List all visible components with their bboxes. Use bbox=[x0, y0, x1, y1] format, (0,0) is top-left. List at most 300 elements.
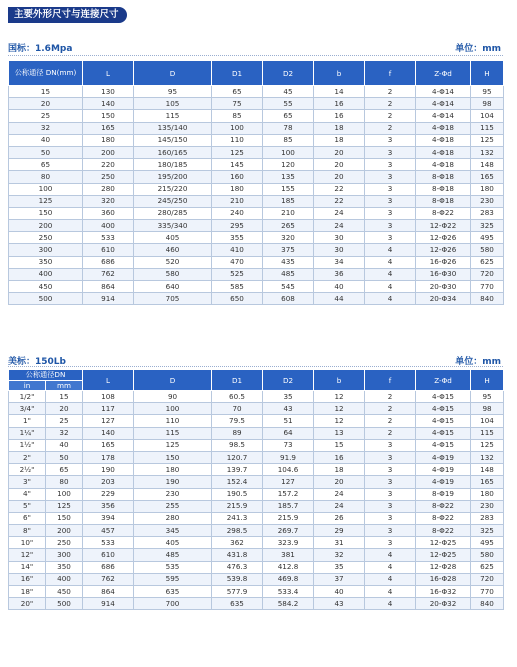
table-cell: 64 bbox=[263, 427, 314, 439]
table-cell: 37 bbox=[314, 573, 365, 585]
table-row bbox=[9, 561, 504, 573]
table-cell: 381 bbox=[263, 549, 314, 561]
table-cell: 8-Φ22 bbox=[416, 512, 471, 524]
table-cell: 4-Φ19 bbox=[416, 464, 471, 476]
col-header-d2: D2 bbox=[263, 370, 314, 391]
table-cell: 12-Φ25 bbox=[416, 549, 471, 561]
table-cell: 50 bbox=[9, 146, 83, 158]
table-cell: 90 bbox=[134, 391, 212, 403]
table-cell: 255 bbox=[134, 500, 212, 512]
table-cell: 3/4" bbox=[9, 403, 46, 415]
col-header-l: L bbox=[83, 61, 134, 86]
gb-standard-label: 国标：1.6Mpa bbox=[8, 44, 73, 54]
table-cell: 12-Φ28 bbox=[416, 561, 471, 573]
table-cell: 3 bbox=[365, 183, 416, 195]
table-cell: 140 bbox=[83, 427, 134, 439]
table-cell: 98 bbox=[471, 403, 504, 415]
table-cell: 125 bbox=[471, 134, 504, 146]
table-cell: 3 bbox=[365, 171, 416, 183]
table-cell: 485 bbox=[263, 268, 314, 280]
table-cell: 3 bbox=[365, 537, 416, 549]
table-cell: 580 bbox=[471, 549, 504, 561]
table-cell: 15 bbox=[9, 86, 83, 98]
table-cell: 469.8 bbox=[263, 573, 314, 585]
table-row bbox=[9, 110, 504, 122]
table-cell: 625 bbox=[471, 256, 504, 268]
table-cell: 65 bbox=[9, 159, 83, 171]
table-cell: 190 bbox=[83, 464, 134, 476]
table-cell: 24 bbox=[314, 220, 365, 232]
table-cell: 12 bbox=[314, 415, 365, 427]
table-cell: 95 bbox=[471, 391, 504, 403]
table-cell: 20-Φ32 bbox=[416, 598, 471, 610]
table-cell: 4-Φ19 bbox=[416, 476, 471, 488]
table-cell: 145 bbox=[212, 159, 263, 171]
table-cell: 2 bbox=[365, 403, 416, 415]
table-cell: 104 bbox=[471, 415, 504, 427]
table-row bbox=[9, 476, 504, 488]
table-cell: 770 bbox=[471, 586, 504, 598]
table-cell: 533 bbox=[83, 232, 134, 244]
table-header-row bbox=[9, 370, 504, 381]
table-row bbox=[9, 98, 504, 110]
table-cell: 2 bbox=[365, 122, 416, 134]
table-row bbox=[9, 122, 504, 134]
table-cell: 22 bbox=[314, 195, 365, 207]
table-cell: 210 bbox=[212, 195, 263, 207]
table-row bbox=[9, 427, 504, 439]
table-row bbox=[9, 256, 504, 268]
table-cell: 300 bbox=[9, 244, 83, 256]
table-cell: 325 bbox=[471, 220, 504, 232]
table-cell: 104 bbox=[471, 110, 504, 122]
table-cell: 185 bbox=[263, 195, 314, 207]
table-cell: 18 bbox=[314, 464, 365, 476]
table-cell: 12" bbox=[9, 549, 46, 561]
table-cell: 55 bbox=[263, 98, 314, 110]
table-cell: 180 bbox=[83, 134, 134, 146]
table-cell: 148 bbox=[471, 159, 504, 171]
table-cell: 8-Φ22 bbox=[416, 207, 471, 219]
table-cell: 130 bbox=[83, 86, 134, 98]
table-cell: 2½" bbox=[9, 464, 46, 476]
table-cell: 608 bbox=[263, 293, 314, 305]
table-cell: 190.5 bbox=[212, 488, 263, 500]
table-cell: 533.4 bbox=[263, 586, 314, 598]
table-row bbox=[9, 293, 504, 305]
unit-label-ansi: 单位：mm bbox=[455, 357, 501, 367]
table-cell: 20-Φ30 bbox=[416, 281, 471, 293]
table-cell: 79.5 bbox=[212, 415, 263, 427]
table-cell: 45 bbox=[263, 86, 314, 98]
table-cell: 40 bbox=[9, 134, 83, 146]
col-header-dn: 公称通径 DN(mm) bbox=[9, 61, 83, 86]
table-cell: 132 bbox=[471, 146, 504, 158]
table-cell: 280 bbox=[83, 183, 134, 195]
table-cell: 283 bbox=[471, 207, 504, 219]
table-cell: 595 bbox=[134, 573, 212, 585]
table-cell: 200 bbox=[46, 525, 83, 537]
table-cell: 4 bbox=[365, 598, 416, 610]
table-cell: 360 bbox=[83, 207, 134, 219]
table-cell: 20 bbox=[314, 476, 365, 488]
col-subheader-in: in bbox=[9, 381, 46, 391]
table-cell: 22 bbox=[314, 183, 365, 195]
table-cell: 125 bbox=[134, 439, 212, 451]
table-cell: 2 bbox=[365, 86, 416, 98]
table-cell: 178 bbox=[83, 451, 134, 463]
table-cell: 4 bbox=[365, 244, 416, 256]
table-cell: 3 bbox=[365, 476, 416, 488]
table-cell: 577.9 bbox=[212, 586, 263, 598]
table-cell: 230 bbox=[134, 488, 212, 500]
table-cell: 470 bbox=[212, 256, 263, 268]
table-cell: 8" bbox=[9, 525, 46, 537]
table-cell: 2 bbox=[365, 391, 416, 403]
table-cell: 203 bbox=[83, 476, 134, 488]
table-cell: 700 bbox=[134, 598, 212, 610]
table-cell: 635 bbox=[212, 598, 263, 610]
table-row bbox=[9, 244, 504, 256]
section-title: 主要外形尺寸与连接尺寸 bbox=[8, 7, 127, 23]
table-cell: 16-Φ26 bbox=[416, 256, 471, 268]
table-cell: 95 bbox=[134, 86, 212, 98]
table-cell: 1/2" bbox=[9, 391, 46, 403]
table-cell: 335/340 bbox=[134, 220, 212, 232]
table-cell: 160/165 bbox=[134, 146, 212, 158]
table-cell: 2 bbox=[365, 427, 416, 439]
table-row bbox=[9, 86, 504, 98]
table-cell: 355 bbox=[212, 232, 263, 244]
table-cell: 125 bbox=[9, 195, 83, 207]
table-cell: 345 bbox=[134, 525, 212, 537]
table-cell: 73 bbox=[263, 439, 314, 451]
table-cell: 120.7 bbox=[212, 451, 263, 463]
table-cell: 20 bbox=[314, 171, 365, 183]
table-cell: 410 bbox=[212, 244, 263, 256]
table-cell: 65 bbox=[46, 464, 83, 476]
table-cell: 8-Φ18 bbox=[416, 183, 471, 195]
col-header-h: H bbox=[471, 61, 504, 86]
table-cell: 35 bbox=[263, 391, 314, 403]
table-cell: 44 bbox=[314, 293, 365, 305]
table-cell: 4-Φ15 bbox=[416, 391, 471, 403]
table-cell: 545 bbox=[263, 281, 314, 293]
table-cell: 215.9 bbox=[212, 500, 263, 512]
table-cell: 3 bbox=[365, 207, 416, 219]
table-cell: 12-Φ26 bbox=[416, 244, 471, 256]
table-cell: 43 bbox=[263, 403, 314, 415]
table-cell: 125 bbox=[212, 146, 263, 158]
table-cell: 180 bbox=[212, 183, 263, 195]
table-cell: 914 bbox=[83, 598, 134, 610]
table-row bbox=[9, 464, 504, 476]
table-cell: 20 bbox=[314, 146, 365, 158]
table-cell: 650 bbox=[212, 293, 263, 305]
table-cell: 580 bbox=[134, 268, 212, 280]
table-header-row bbox=[9, 61, 504, 86]
col-header-d: D bbox=[134, 61, 212, 86]
table-cell: 20 bbox=[9, 98, 83, 110]
table-row bbox=[9, 391, 504, 403]
table-cell: 100 bbox=[263, 146, 314, 158]
table-cell: 115 bbox=[471, 122, 504, 134]
table-cell: 127 bbox=[263, 476, 314, 488]
col-header-l: L bbox=[83, 370, 134, 391]
table-cell: 400 bbox=[46, 573, 83, 585]
table-cell: 95 bbox=[471, 86, 504, 98]
unit-label-gb: 单位：mm bbox=[455, 44, 501, 54]
table-cell: 200 bbox=[9, 220, 83, 232]
table-cell: 85 bbox=[212, 110, 263, 122]
table-cell: 4-Φ19 bbox=[416, 451, 471, 463]
table-cell: 132 bbox=[471, 451, 504, 463]
table-cell: 457 bbox=[83, 525, 134, 537]
table-cell: 20" bbox=[9, 598, 46, 610]
table-cell: 580 bbox=[471, 244, 504, 256]
table-cell: 14 bbox=[314, 86, 365, 98]
table-cell: 450 bbox=[46, 586, 83, 598]
table-cell: 20 bbox=[314, 159, 365, 171]
table-cell: 250 bbox=[9, 232, 83, 244]
table-row bbox=[9, 586, 504, 598]
table-cell: 1½" bbox=[9, 439, 46, 451]
table-cell: 405 bbox=[134, 232, 212, 244]
table-cell: 3 bbox=[365, 220, 416, 232]
table-cell: 40 bbox=[314, 586, 365, 598]
table-cell: 3 bbox=[365, 146, 416, 158]
table-cell: 4 bbox=[365, 293, 416, 305]
table-row bbox=[9, 537, 504, 549]
table-cell: 3 bbox=[365, 439, 416, 451]
table-row bbox=[9, 220, 504, 232]
table-cell: 533 bbox=[83, 537, 134, 549]
table-cell: 180 bbox=[471, 183, 504, 195]
table-cell: 720 bbox=[471, 268, 504, 280]
table-cell: 215.9 bbox=[263, 512, 314, 524]
table-cell: 394 bbox=[83, 512, 134, 524]
col-header-f: f bbox=[365, 370, 416, 391]
table-cell: 3 bbox=[365, 232, 416, 244]
table-cell: 298.5 bbox=[212, 525, 263, 537]
table-cell: 241.3 bbox=[212, 512, 263, 524]
table-cell: 24 bbox=[314, 207, 365, 219]
table-cell: 4-Φ18 bbox=[416, 146, 471, 158]
ansi-dimension-table bbox=[8, 369, 504, 610]
table-cell: 165 bbox=[83, 122, 134, 134]
table-cell: 864 bbox=[83, 281, 134, 293]
table-cell: 3 bbox=[365, 195, 416, 207]
table-cell: 4-Φ14 bbox=[416, 86, 471, 98]
table-cell: 34 bbox=[314, 256, 365, 268]
table-cell: 18 bbox=[314, 134, 365, 146]
table-cell: 640 bbox=[134, 281, 212, 293]
table-cell: 4 bbox=[365, 549, 416, 561]
col-header-d1: D1 bbox=[212, 61, 263, 86]
table-cell: 362 bbox=[212, 537, 263, 549]
table-cell: 229 bbox=[83, 488, 134, 500]
table-cell: 120 bbox=[263, 159, 314, 171]
col-subheader-mm: mm bbox=[46, 381, 83, 391]
table-cell: 24 bbox=[314, 488, 365, 500]
table-cell: 16 bbox=[314, 110, 365, 122]
table-row bbox=[9, 195, 504, 207]
divider bbox=[8, 55, 503, 56]
table-cell: 108 bbox=[83, 391, 134, 403]
table-cell: 51 bbox=[263, 415, 314, 427]
table-cell: 43 bbox=[314, 598, 365, 610]
table-cell: 20-Φ34 bbox=[416, 293, 471, 305]
table-cell: 14" bbox=[9, 561, 46, 573]
table-row bbox=[9, 439, 504, 451]
table-cell: 762 bbox=[83, 268, 134, 280]
table-cell: 265 bbox=[263, 220, 314, 232]
table-cell: 40 bbox=[46, 439, 83, 451]
table-cell: 12-Φ25 bbox=[416, 537, 471, 549]
table-row bbox=[9, 232, 504, 244]
table-cell: 110 bbox=[134, 415, 212, 427]
table-cell: 13 bbox=[314, 427, 365, 439]
table-cell: 5" bbox=[9, 500, 46, 512]
table-cell: 12-Φ26 bbox=[416, 232, 471, 244]
table-cell: 495 bbox=[471, 232, 504, 244]
col-header-f: f bbox=[365, 61, 416, 86]
table-row bbox=[9, 549, 504, 561]
table-cell: 150 bbox=[46, 512, 83, 524]
table-cell: 16-Φ30 bbox=[416, 268, 471, 280]
table-cell: 104.6 bbox=[263, 464, 314, 476]
table-cell: 16" bbox=[9, 573, 46, 585]
table-row bbox=[9, 134, 504, 146]
table-cell: 686 bbox=[83, 561, 134, 573]
table-row bbox=[9, 488, 504, 500]
table-cell: 80 bbox=[46, 476, 83, 488]
table-cell: 40 bbox=[314, 281, 365, 293]
table-cell: 269.7 bbox=[263, 525, 314, 537]
table-cell: 155 bbox=[263, 183, 314, 195]
table-cell: 476.3 bbox=[212, 561, 263, 573]
table-cell: 495 bbox=[471, 537, 504, 549]
col-header-b: b bbox=[314, 61, 365, 86]
table-cell: 110 bbox=[212, 134, 263, 146]
col-header-h: H bbox=[471, 370, 504, 391]
table-cell: 180/185 bbox=[134, 159, 212, 171]
table-cell: 12 bbox=[314, 391, 365, 403]
table-cell: 15 bbox=[314, 439, 365, 451]
table-cell: 245/250 bbox=[134, 195, 212, 207]
table-cell: 98.5 bbox=[212, 439, 263, 451]
table-cell: 3 bbox=[365, 525, 416, 537]
table-cell: 2" bbox=[9, 451, 46, 463]
table-row bbox=[9, 207, 504, 219]
table-row bbox=[9, 268, 504, 280]
table-cell: 705 bbox=[134, 293, 212, 305]
divider bbox=[8, 366, 503, 367]
table-cell: 16-Φ28 bbox=[416, 573, 471, 585]
table-cell: 16-Φ32 bbox=[416, 586, 471, 598]
table-cell: 78 bbox=[263, 122, 314, 134]
table-cell: 29 bbox=[314, 525, 365, 537]
table-cell: 4 bbox=[365, 281, 416, 293]
table-cell: 610 bbox=[83, 244, 134, 256]
table-cell: 350 bbox=[9, 256, 83, 268]
table-cell: 4 bbox=[365, 256, 416, 268]
table-cell: 26 bbox=[314, 512, 365, 524]
table-cell: 180 bbox=[471, 488, 504, 500]
table-cell: 770 bbox=[471, 281, 504, 293]
table-cell: 165 bbox=[471, 171, 504, 183]
table-cell: 4-Φ18 bbox=[416, 159, 471, 171]
table-cell: 135 bbox=[263, 171, 314, 183]
table-cell: 31 bbox=[314, 537, 365, 549]
table-cell: 148 bbox=[471, 464, 504, 476]
table-cell: 98 bbox=[471, 98, 504, 110]
table-cell: 2 bbox=[365, 98, 416, 110]
table-cell: 117 bbox=[83, 403, 134, 415]
table-cell: 4-Φ18 bbox=[416, 122, 471, 134]
table-cell: 16 bbox=[314, 451, 365, 463]
table-cell: 8-Φ22 bbox=[416, 500, 471, 512]
table-row bbox=[9, 415, 504, 427]
table-cell: 160 bbox=[212, 171, 263, 183]
table-cell: 6" bbox=[9, 512, 46, 524]
table-cell: 10" bbox=[9, 537, 46, 549]
table-row bbox=[9, 171, 504, 183]
table-cell: 150 bbox=[9, 207, 83, 219]
table-cell: 165 bbox=[83, 439, 134, 451]
table-cell: 115 bbox=[134, 110, 212, 122]
table-cell: 584.2 bbox=[263, 598, 314, 610]
table-cell: 1" bbox=[9, 415, 46, 427]
table-cell: 4-Φ15 bbox=[416, 427, 471, 439]
table-cell: 4-Φ15 bbox=[416, 439, 471, 451]
table-cell: 4-Φ14 bbox=[416, 98, 471, 110]
table-cell: 150 bbox=[134, 451, 212, 463]
table-cell: 12-Φ22 bbox=[416, 220, 471, 232]
table-cell: 115 bbox=[471, 427, 504, 439]
table-cell: 864 bbox=[83, 586, 134, 598]
table-cell: 500 bbox=[46, 598, 83, 610]
table-cell: 100 bbox=[134, 403, 212, 415]
table-cell: 190 bbox=[134, 476, 212, 488]
table-cell: 450 bbox=[9, 281, 83, 293]
table-cell: 15 bbox=[46, 391, 83, 403]
table-cell: 914 bbox=[83, 293, 134, 305]
table-cell: 18 bbox=[314, 122, 365, 134]
table-cell: 140 bbox=[83, 98, 134, 110]
table-cell: 70 bbox=[212, 403, 263, 415]
table-cell: 686 bbox=[83, 256, 134, 268]
table-cell: 210 bbox=[263, 207, 314, 219]
table-cell: 65 bbox=[263, 110, 314, 122]
table-cell: 32 bbox=[46, 427, 83, 439]
table-cell: 20 bbox=[46, 403, 83, 415]
ansi-standard-label: 美标：150Lb bbox=[8, 357, 66, 367]
table-cell: 535 bbox=[134, 561, 212, 573]
table-cell: 115 bbox=[134, 427, 212, 439]
table-cell: 720 bbox=[471, 573, 504, 585]
col-header-bolts: Z-Φd bbox=[416, 61, 471, 86]
table-cell: 125 bbox=[46, 500, 83, 512]
table-cell: 220 bbox=[83, 159, 134, 171]
table-cell: 1¼" bbox=[9, 427, 46, 439]
table-cell: 625 bbox=[471, 561, 504, 573]
table-cell: 230 bbox=[471, 195, 504, 207]
table-row bbox=[9, 403, 504, 415]
table-cell: 105 bbox=[134, 98, 212, 110]
table-cell: 16 bbox=[314, 98, 365, 110]
table-cell: 460 bbox=[134, 244, 212, 256]
